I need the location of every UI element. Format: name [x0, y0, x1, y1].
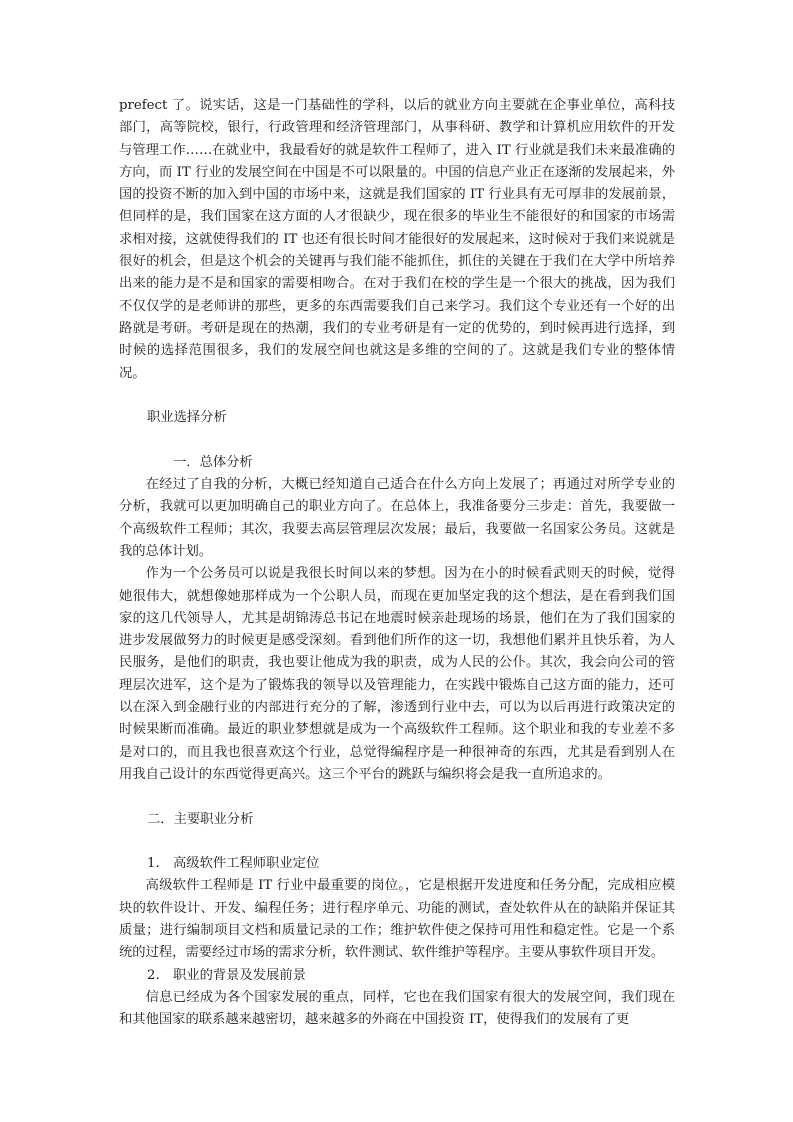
subsection-1-title: 一．总体分析 — [173, 454, 253, 470]
document-body — [119, 95, 675, 1031]
civil-servant-paragraph: 作为一个公务员可以说是我很长时间以来的梦想。因为在小的时候看武则天的时候，觉得她很伟大，就想像她那样成为一个公职人员，而现在更加坚定我的这个想法，是在看到我们国家的这几代领导人，尤其是胡锦涛总书记在地震时候亲赴现场的场景，他们在为了我们国家的进步发展做努力的时候更是感受深刻。看到他们所作的这一切，我想他们累并且快乐着，为人民服务，是他们的职责，我也要让他成为我的职责，成为人民的公仆。其次，我会向公司的管理层次进军，这个是为了锻炼我的领导以及管理能力，在实践中锻炼自己这方面的能力，还可以在深入到金融行业的内部进行充分的了解，渗透到行业中去，可以为以后再进行政策决定的时候果断而准确。最近的职业梦想就是成为一个高级软件工程师。这个职业和我的专业差不多是对口的，而且我也很喜欢这个行业，总觉得编程序是一种很神奇的东西，尤其是看到别人在用我自己设计的东西觉得更高兴。这三个平台的跳跃与编织将会是我一直所追求的。 — [119, 566, 675, 782]
item-1-paragraph: 高级软件工程师是 IT 行业中最重要的岗位。，它是根据开发进度和任务分配，完成相应模块的软件设计、开发、编程任务；进行程序单元、功能的测试，查处软件从在的缺陷并保证其质量；进行编制项目文档和质量记录的工作；维护软件使之保持可用性和稳定性。它是一个系统的过程，需要经过市场的需求分析，软件测试、软件维护等程序。主要从事软件项目开发。 — [119, 878, 675, 961]
section-title: 职业选择分析 — [147, 410, 227, 426]
intro-paragraph: prefect 了。说实话，这是一门基础性的学科，以后的就业方向主要就在企事业单位，高科技部门，高等院校，银行，行政管理和经济管理部门，从事科研、教学和计算机应用软件的开发与管理工作……在就业中，我最看好的就是软件工程师了，进入 IT 行业就是我们未来最准确的方向，而 IT 行业的发展空间在中国是不可以限量的。中国的信息产业正在逐渐的发展起来，外国的投资不断的加入到中国的市场中来，这就是我们国家的 IT 行业具有无可厚非的发展前景，但同样的是，我们国家在这方面的人才很缺少，现在很多的毕业生不能很好的和国家的市场需求相对接，这就使得我们的 IT 也还有很长时间才能很好的发展起来，这时候对于我们来说就是很好的机会，但是这个机会的关键再与我们能不能抓住，抓住的关键在于我们在大学中所培养出来的能力是不是和国家的需要相吻合。在对于我们在校的学生是一个很大的挑战，因为我们不仅仅学的是老师讲的那些，更多的东西需要我们自己来学习。我们这个专业还有一个好的出路就是考研。考研是现在的热潮，我们的专业考研是有一定的优势的，到时候再进行选择，到时候的选择范围很多，我们的发展空间也就这是多维的空间的了。这就是我们专业的整体情况。 — [119, 98, 675, 381]
item-2-title: 2. 职业的背景及发展前景 — [147, 967, 306, 983]
item-2-paragraph: 信息已经成为各个国家发展的重点，同样，它也在我们国家有很大的发展空间，我们现在和其他国家的联系越来越密切，越来越多的外商在中国投资 IT，使得我们的发展有了更 — [119, 989, 675, 1028]
overall-paragraph: 在经过了自我的分析，大概已经知道自己适合在什么方向上发展了；再通过对所学专业的分析，我就可以更加明确自己的职业方向了。在总体上，我准备要分三步走：首先，我要做一个高级软件工程师；其次，我要去高层管理层次发展；最后，我要做一名国家公务员。这就是我的总体计划。 — [119, 477, 675, 559]
item-1-title: 1. 高级软件工程师职业定位 — [147, 856, 320, 872]
subsection-2-title: 二．主要职业分析 — [147, 811, 254, 827]
